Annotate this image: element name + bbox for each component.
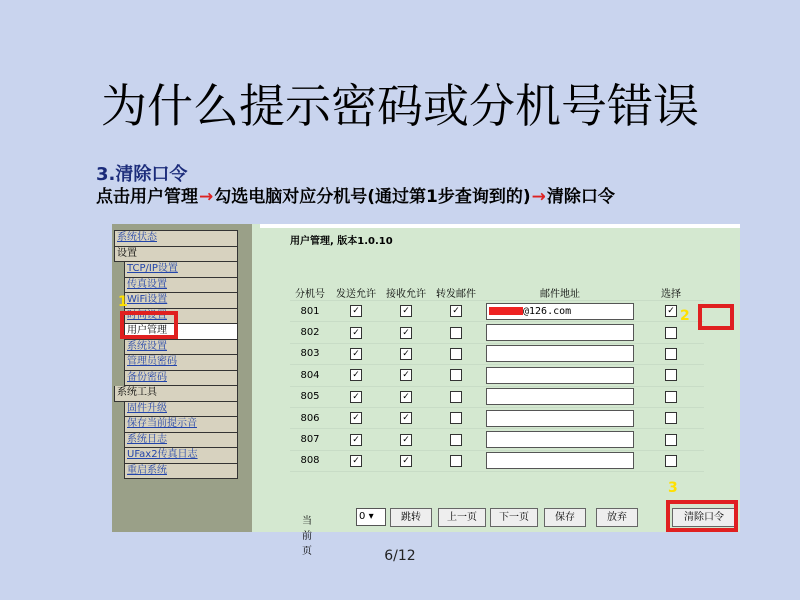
email-field[interactable] <box>486 388 634 405</box>
user-table <box>290 284 704 472</box>
sidebar-item: 系统工具 <box>114 386 238 402</box>
top-white-bar <box>260 224 740 228</box>
sidebar-item[interactable]: 管理员密码 <box>124 355 238 371</box>
table-cell <box>482 365 638 386</box>
extension-number: 807 <box>290 429 330 450</box>
step-marker-2: 2 <box>680 308 690 324</box>
select-checkbox[interactable] <box>665 348 677 360</box>
save-button[interactable]: 保存 <box>544 508 586 527</box>
extension-number: 804 <box>290 365 330 386</box>
column-header: 发送允许 <box>330 284 382 301</box>
send-allow-checkbox[interactable]: ✓ <box>350 305 362 317</box>
sidebar-item: 设置 <box>114 247 238 263</box>
extension-number: 805 <box>290 386 330 407</box>
table-cell <box>330 429 382 450</box>
table-cell <box>382 407 430 428</box>
receive-allow-checkbox[interactable]: ✓ <box>400 455 412 467</box>
table-cell <box>638 386 704 407</box>
table-cell <box>382 365 430 386</box>
table-cell <box>638 343 704 364</box>
step-heading: 3.清除口令 <box>96 164 188 185</box>
forward-email-checkbox[interactable] <box>450 327 462 339</box>
email-value: @126.com <box>523 305 572 317</box>
discard-button[interactable]: 放弃 <box>596 508 638 527</box>
step-part-2: 勾选电脑对应分机号(通过第1步查询到的) <box>214 187 531 207</box>
table-cell <box>330 365 382 386</box>
select-checkbox[interactable] <box>665 369 677 381</box>
table-row <box>290 450 704 471</box>
arrow-icon: → <box>199 187 214 207</box>
page-select[interactable] <box>356 508 386 526</box>
table-cell <box>382 450 430 471</box>
select-checkbox[interactable]: ✓ <box>665 305 677 317</box>
email-field[interactable] <box>486 303 634 320</box>
column-header: 分机号 <box>290 284 330 301</box>
forward-email-checkbox[interactable] <box>450 434 462 446</box>
table-cell <box>482 386 638 407</box>
step-description <box>96 182 615 207</box>
table-cell <box>430 429 482 450</box>
table-cell <box>638 322 704 343</box>
select-checkbox[interactable] <box>665 391 677 403</box>
send-allow-checkbox[interactable]: ✓ <box>350 434 362 446</box>
send-allow-checkbox[interactable]: ✓ <box>350 327 362 339</box>
extension-number: 803 <box>290 343 330 364</box>
select-checkbox[interactable] <box>665 434 677 446</box>
email-field[interactable] <box>486 345 634 362</box>
sidebar-item[interactable]: UFax2传真日志 <box>124 448 238 464</box>
forward-email-checkbox[interactable] <box>450 348 462 360</box>
slide-title: 为什么提示密码或分机号错误 <box>101 79 699 133</box>
sidebar-item[interactable]: TCP/IP设置 <box>124 262 238 278</box>
email-field[interactable] <box>486 452 634 469</box>
email-field[interactable] <box>486 431 634 448</box>
step-part-3: 清除口令 <box>546 187 615 207</box>
sidebar-item[interactable]: 系统状态 <box>114 230 238 247</box>
column-header: 接收允许 <box>382 284 430 301</box>
sidebar <box>112 224 252 532</box>
table-cell <box>430 343 482 364</box>
redaction-mark <box>489 307 523 315</box>
column-header: 邮件地址 <box>482 284 638 301</box>
receive-allow-checkbox[interactable]: ✓ <box>400 327 412 339</box>
clear-password-button[interactable]: 清除口令 <box>672 508 736 527</box>
table-cell <box>482 301 638 322</box>
send-allow-checkbox[interactable]: ✓ <box>350 455 362 467</box>
sidebar-item[interactable]: 备份密码 <box>124 371 238 387</box>
receive-allow-checkbox[interactable]: ✓ <box>400 369 412 381</box>
table-cell <box>638 450 704 471</box>
select-checkbox[interactable] <box>665 327 677 339</box>
sidebar-item[interactable]: 系统日志 <box>124 433 238 449</box>
email-field[interactable] <box>486 324 634 341</box>
table-cell <box>330 322 382 343</box>
table-cell <box>330 450 382 471</box>
table-row <box>290 343 704 364</box>
select-checkbox[interactable] <box>665 412 677 424</box>
sidebar-item[interactable]: 用户管理 <box>124 324 238 340</box>
sidebar-item[interactable]: 系统设置 <box>124 340 238 356</box>
sidebar-item[interactable]: 时间设置 <box>124 309 238 325</box>
sidebar-item[interactable]: 重启系统 <box>124 464 238 480</box>
table-cell <box>430 322 482 343</box>
column-header: 转发邮件 <box>430 284 482 301</box>
forward-email-checkbox[interactable] <box>450 391 462 403</box>
table-cell <box>430 386 482 407</box>
table-cell <box>382 429 430 450</box>
receive-allow-checkbox[interactable]: ✓ <box>400 434 412 446</box>
table-cell <box>638 407 704 428</box>
email-field[interactable] <box>486 410 634 427</box>
extension-number: 801 <box>290 301 330 322</box>
receive-allow-checkbox[interactable]: ✓ <box>400 412 412 424</box>
table-row <box>290 407 704 428</box>
step-marker-3: 3 <box>668 480 678 496</box>
next-page-button[interactable]: 下一页 <box>490 508 538 527</box>
table-cell <box>382 343 430 364</box>
table-row <box>290 386 704 407</box>
email-field[interactable] <box>486 367 634 384</box>
sidebar-menu <box>114 230 238 479</box>
table-cell <box>430 301 482 322</box>
receive-allow-checkbox[interactable]: ✓ <box>400 391 412 403</box>
receive-allow-checkbox[interactable]: ✓ <box>400 348 412 360</box>
highlight-user-management <box>120 311 178 339</box>
table-cell <box>430 450 482 471</box>
arrow-icon: → <box>531 187 546 207</box>
extension-number: 806 <box>290 407 330 428</box>
table-cell <box>330 343 382 364</box>
table-cell <box>330 407 382 428</box>
table-cell <box>482 322 638 343</box>
table-row <box>290 301 704 322</box>
sidebar-item[interactable]: WiFi设置 <box>124 293 238 309</box>
extension-number: 808 <box>290 450 330 471</box>
table-cell <box>430 365 482 386</box>
step-part-1: 点击用户管理 <box>96 187 198 207</box>
table-cell <box>638 365 704 386</box>
table-cell <box>638 429 704 450</box>
chevron-down-icon: ▾ <box>368 511 374 522</box>
table-cell <box>330 301 382 322</box>
forward-email-checkbox[interactable] <box>450 412 462 424</box>
send-allow-checkbox[interactable]: ✓ <box>350 412 362 424</box>
table-cell <box>482 450 638 471</box>
table-cell <box>482 429 638 450</box>
table-row <box>290 322 704 343</box>
table-cell <box>382 386 430 407</box>
current-page-label: 当前页 <box>302 516 312 557</box>
sidebar-item[interactable]: 传真设置 <box>124 278 238 294</box>
column-header: 选择 <box>638 284 704 301</box>
table-cell <box>382 301 430 322</box>
table-cell <box>482 343 638 364</box>
prev-page-button[interactable]: 上一页 <box>438 508 486 527</box>
forward-email-checkbox[interactable] <box>450 455 462 467</box>
sidebar-item[interactable]: 固件升级 <box>124 402 238 418</box>
send-allow-checkbox[interactable]: ✓ <box>350 391 362 403</box>
jump-button[interactable]: 跳转 <box>390 508 432 527</box>
select-checkbox[interactable] <box>665 455 677 467</box>
send-allow-checkbox[interactable]: ✓ <box>350 348 362 360</box>
table-row <box>290 429 704 450</box>
highlight-select-checkbox <box>698 304 734 330</box>
table-header-row <box>290 284 704 301</box>
forward-email-checkbox[interactable]: ✓ <box>450 305 462 317</box>
highlight-clear-password <box>666 500 738 532</box>
page-header: 用户管理, 版本1.0.10 <box>290 236 393 247</box>
table-cell <box>330 386 382 407</box>
receive-allow-checkbox[interactable]: ✓ <box>400 305 412 317</box>
table-cell <box>430 407 482 428</box>
table-cell <box>482 407 638 428</box>
step-marker-1: 1 <box>118 294 128 310</box>
page-number: 6/12 <box>384 548 416 564</box>
table-row <box>290 365 704 386</box>
send-allow-checkbox[interactable]: ✓ <box>350 369 362 381</box>
sidebar-item[interactable]: 保存当前提示音 <box>124 417 238 433</box>
table-cell <box>638 301 704 322</box>
extension-number: 802 <box>290 322 330 343</box>
forward-email-checkbox[interactable] <box>450 369 462 381</box>
table-cell <box>382 322 430 343</box>
page-select-value: 0 <box>359 511 366 522</box>
